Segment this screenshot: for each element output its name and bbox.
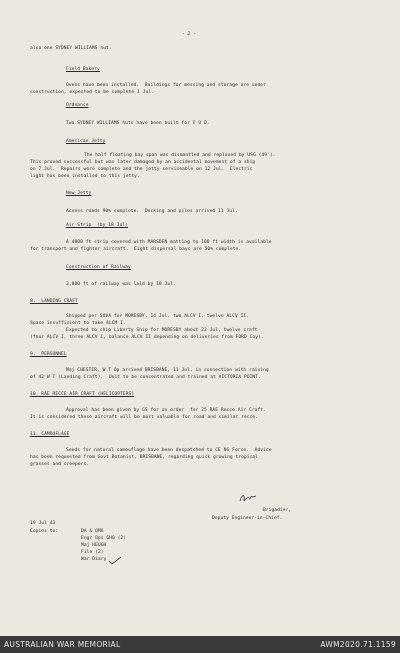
text-line: Expected to ship Liberty Ship for MORESBY about 22 Jul, twelve craft <box>66 328 258 333</box>
text-line: Seeds for natural camouflage have been despatched to CE NG Force. Advice <box>66 448 272 453</box>
page-number: - 2 - <box>182 32 197 37</box>
copy-recipient: DA & QMG <box>81 529 104 534</box>
text-line: Ovens have been installed. Buildings for messing and storage are under <box>66 83 266 88</box>
text-line: Maj CHESTER, W T Op arrived BRISBANE, 11 Jul, in connection with raising <box>66 368 269 373</box>
text-line: for transport and fighter aircraft. Eight dispersal bays are 50% complete. <box>30 247 242 252</box>
text-line: (four ALCV I, three ALCV I, balance ALCV II depending on deliveries from FORD Coy). <box>30 335 264 340</box>
text-line: Shipped per SUVA for MORESBY, 14 Jul, two ALCV I, twelve ALCV II. <box>66 314 250 319</box>
text-line: Access roads 90% complete. Decking and piles arrived 11 Jul. <box>66 209 238 214</box>
section-heading: 9. PERSONNEL <box>30 352 67 357</box>
text-line: It is considered these aircraft will be most valuable for road and similar recce. <box>30 415 259 420</box>
text-line: A 4800 ft strip covered with MARSDEN matting to 100 ft width is available <box>66 240 272 245</box>
text-line: 3,800 ft of railway was laid by 18 Jul. <box>66 282 176 287</box>
section-heading: 8. LANDING CRAFT <box>30 299 78 304</box>
text-line: Space insufficient to take ALCM I. <box>30 321 126 326</box>
text-line: also one SYDNEY WILLIAMS hut. <box>30 46 112 51</box>
signatory-title: Deputy Engineer-in-Chief. <box>212 516 283 521</box>
text-line: has been requested from Govt Botanist, BRISBANE, regarding quick growing tropical <box>30 455 259 460</box>
copies-label: Copies to: <box>30 529 59 534</box>
check-mark-icon <box>108 556 122 565</box>
text-line: Approval has been given by GS for an order for 25 RAE Recce Air Craft. <box>66 408 266 413</box>
text-line: The half floating bay span was dismantled and replaced by USG (49'). <box>84 153 276 158</box>
text-line: Two SYDNEY WILLIAMS huts have been built for F O D. <box>66 121 210 126</box>
signatory-rank: Brigadier, <box>263 508 292 513</box>
text-line: on 7 Jul. Repairs were complete and the jetty serviceable on 12 Jul. Electric <box>30 167 253 172</box>
document-date: 19 Jul 43 <box>30 521 56 526</box>
section-heading: 11. CAMOUFLAGE <box>30 432 70 437</box>
section-heading: Field Bakery <box>66 67 100 72</box>
text-line: This proved successful but was later damaged by an accidental movement of a ship <box>30 160 256 165</box>
section-heading: Ordnance <box>66 103 89 108</box>
section-heading: New Jetty <box>66 191 92 196</box>
text-line: of 42 W T (Landing Craft). Unit to be concentrated and trained at VICTORIA POINT. <box>30 375 261 380</box>
section-heading: Construction of Railway <box>66 265 131 270</box>
footer-accession-number: AWM2020.71.1159 <box>320 640 396 649</box>
text-line: construction, expected to be complete 1 Jul. <box>30 90 154 95</box>
text-line: light has been installed to this jetty. <box>30 174 140 179</box>
footer-source: AUSTRALIAN WAR MEMORIAL <box>4 640 121 649</box>
copy-recipient: File (2) <box>81 550 104 555</box>
section-heading: Air Strip (by 18 Jul) <box>66 223 128 228</box>
section-heading: 10. RAE RECCE AIR CRAFT (HELICOPTERS) <box>30 392 135 397</box>
handwritten-signature <box>238 492 258 504</box>
copy-recipient: Maj HEUGH <box>81 543 107 548</box>
copy-recipient: War Diary <box>81 557 107 562</box>
footer-bar <box>0 636 400 653</box>
copy-recipient: Engr Ops GHQ (2) <box>81 536 127 541</box>
section-heading: American Jetty <box>66 139 106 144</box>
text-line: grasses and creepers. <box>30 462 90 467</box>
